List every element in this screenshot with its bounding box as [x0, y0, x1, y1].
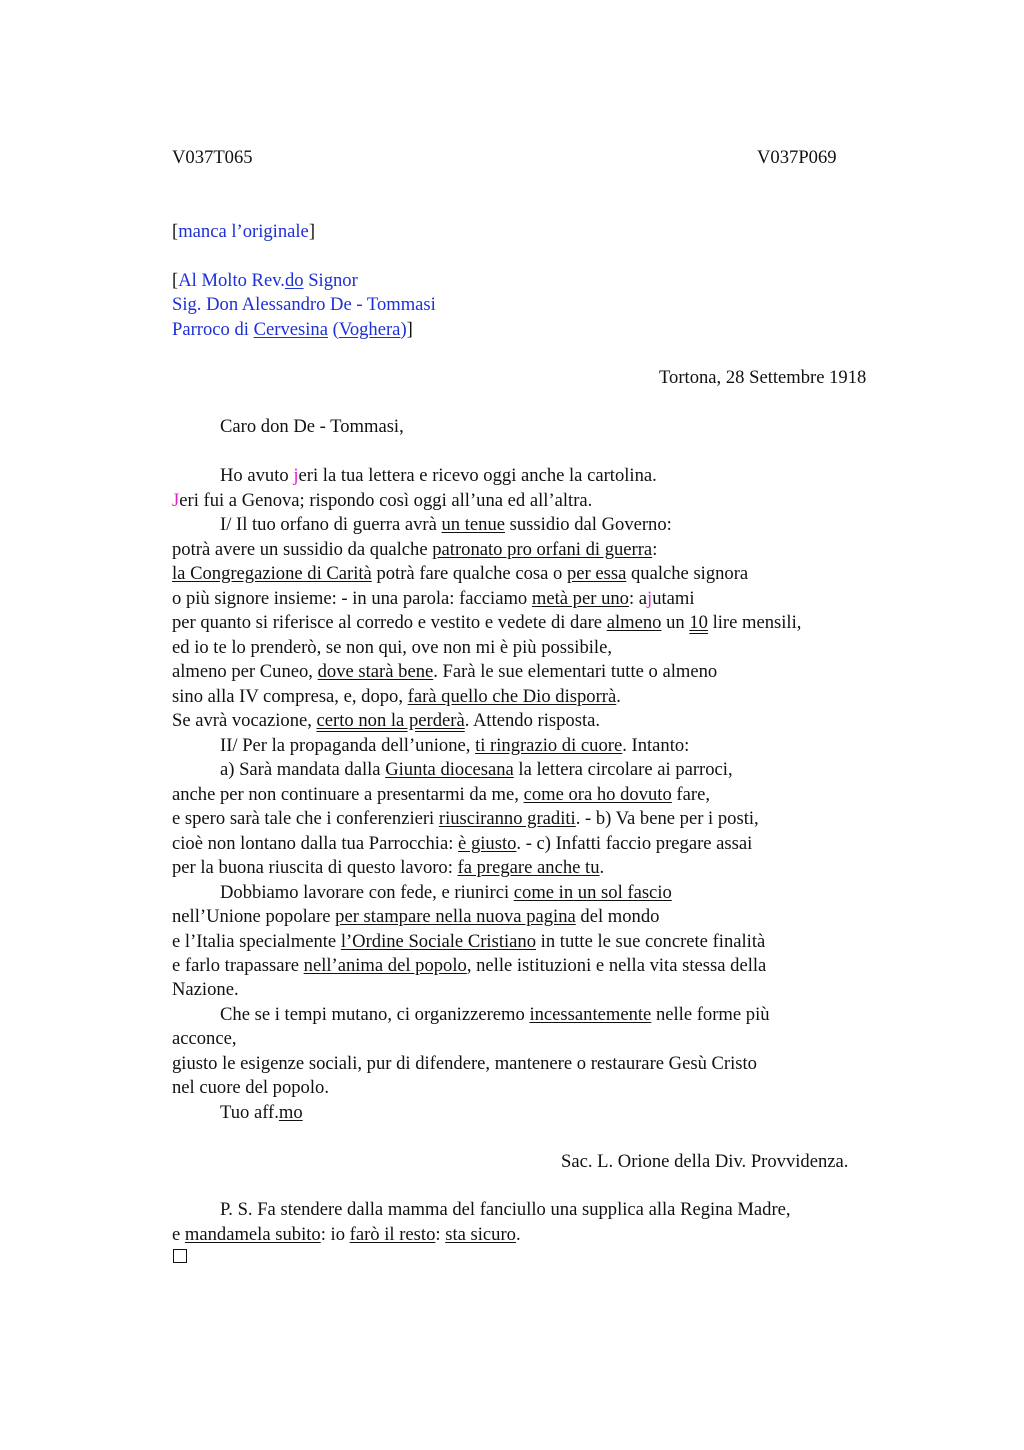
body-line: per la buona riuscita di questo lavoro: fa pregare anche tu. — [172, 857, 605, 878]
postscript-line: e mandamela subito: io farò il resto: sta sicuro. — [172, 1224, 521, 1245]
body-line: anche per non continuare a presentarmi da me, come ora ho dovuto fare, — [172, 784, 710, 805]
body-line: per quanto si riferisce al corredo e vestito e vedete di dare almeno un 10 lire mensili, — [172, 612, 802, 633]
signature: Sac. L. Orione della Div. Provvidenza. — [561, 1151, 849, 1172]
body-line: la Congregazione di Carità potrà fare qualche cosa o per essa qualche signora — [172, 563, 749, 584]
left-code: V037T065 — [172, 147, 253, 168]
missing-original-note: [manca l’originale] — [172, 221, 316, 242]
body-line: Dobbiamo lavorare con fede, e riunirci come in un sol fascio — [220, 882, 672, 903]
body-line: nell’Unione popolare per stampare nella nuova pagina del mondo — [172, 906, 660, 927]
body-line: Se avrà vocazione, certo non la perderà. Attendo risposta. — [172, 710, 601, 731]
end-square-icon — [173, 1249, 187, 1263]
closing: Tuo aff.mo — [220, 1102, 303, 1123]
postscript-line: P. S. Fa stendere dalla mamma del fanciullo una supplica alla Regina Madre, — [220, 1199, 791, 1220]
body-line: I/ Il tuo orfano di guerra avrà un tenue sussidio dal Governo: — [220, 514, 672, 535]
right-code: V037P069 — [757, 147, 837, 168]
body-line: o più signore insieme: - in una parola: facciamo metà per uno: ajutami — [172, 588, 695, 609]
body-line: Jeri fui a Genova; rispondo così oggi all’una ed all’altra. — [172, 490, 593, 511]
body-line: e l’Italia specialmente l’Ordine Sociale Cristiano in tutte le sue concrete finalità — [172, 931, 766, 952]
body-line: cioè non lontano dalla tua Parrocchia: è giusto. - c) Infatti faccio pregare assai — [172, 833, 753, 854]
salutation: Caro don De - Tommasi, — [220, 416, 404, 437]
body-line: giusto le esigenze sociali, pur di difendere, mantenere o restaurare Gesù Cristo — [172, 1053, 757, 1074]
body-line: almeno per Cuneo, dove starà bene. Farà le sue elementari tutte o almeno — [172, 661, 718, 682]
body-line: e spero sarà tale che i conferenzieri riusciranno graditi. - b) Va bene per i posti, — [172, 808, 759, 829]
body-line: Nazione. — [172, 979, 239, 1000]
body-line: a) Sarà mandata dalla Giunta diocesana la lettera circolare ai parroci, — [220, 759, 733, 780]
body-line: Che se i tempi mutano, ci organizzeremo incessantemente nelle forme più — [220, 1004, 770, 1025]
address-line-2: Sig. Don Alessandro De - Tommasi — [172, 294, 436, 315]
body-line: II/ Per la propaganda dell’unione, ti ringrazio di cuore. Intanto: — [220, 735, 690, 756]
body-line: acconce, — [172, 1028, 237, 1049]
address-line-1: [Al Molto Rev.do Signor — [172, 270, 358, 291]
body-line: e farlo trapassare nell’anima del popolo, nelle istituzioni e nella vita stessa della — [172, 955, 767, 976]
address-line-3: Parroco di Cervesina (Voghera)] — [172, 319, 413, 340]
body-line: ed io te lo prenderò, se non qui, ove non mi è più possibile, — [172, 637, 612, 658]
body-line: Ho avuto jeri la tua lettera e ricevo oggi anche la cartolina. — [220, 465, 657, 486]
body-line: nel cuore del popolo. — [172, 1077, 329, 1098]
body-line: potrà avere un sussidio da qualche patronato pro orfani di guerra: — [172, 539, 658, 560]
body-line: sino alla IV compresa, e, dopo, farà quello che Dio disporrà. — [172, 686, 621, 707]
place-date: Tortona, 28 Settembre 1918 — [659, 367, 867, 388]
